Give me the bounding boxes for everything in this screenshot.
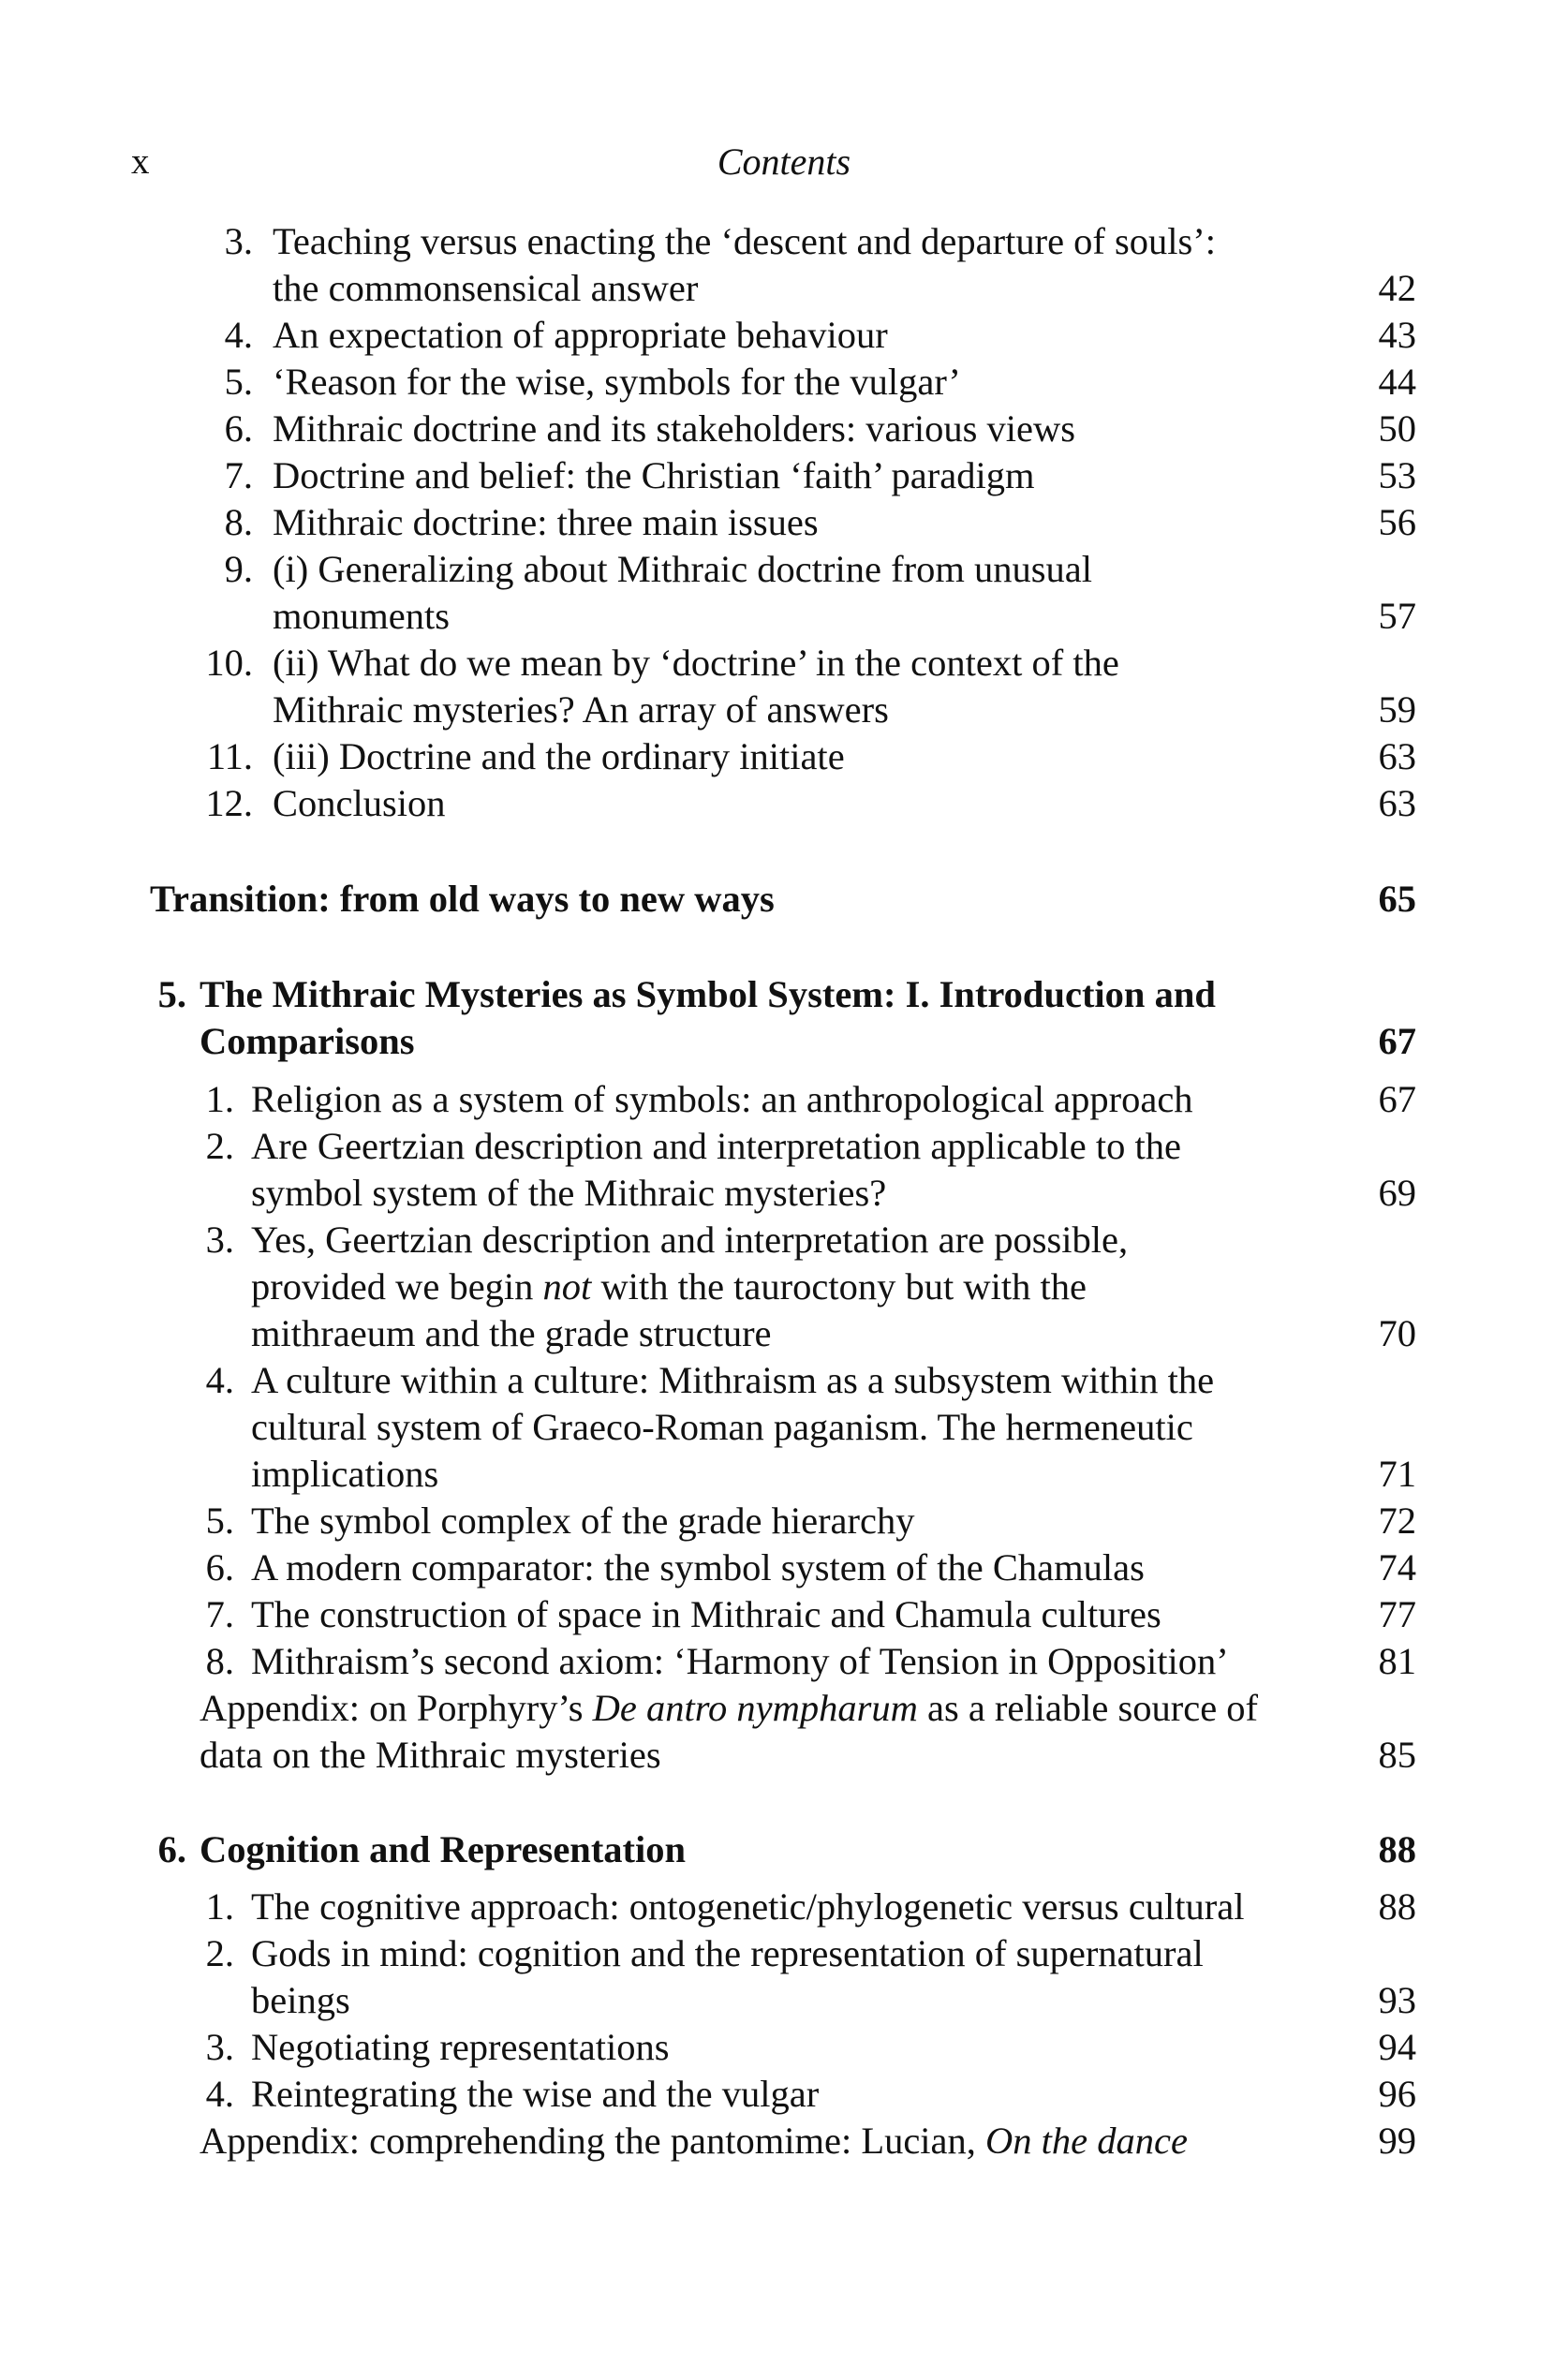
page-number: 88 [1378,1885,1416,1928]
entry-number: 6. [205,1546,234,1588]
entry-number: 2. [205,1932,234,1974]
page-number: 93 [1378,1979,1416,2021]
chapter-title: Comparisons [200,1020,415,1062]
chapter-title: The Mithraic Mysteries as Symbol System: I. Introduction and [200,973,1216,1015]
toc-entry [0,406,1568,452]
page-number: 99 [1378,2120,1416,2162]
entry-title: Are Geertzian description and interpretation applicable to the [251,1125,1181,1167]
toc-entry [0,359,1568,406]
toc-entry-continuation [0,593,1568,640]
toc-section-transition [0,876,1568,923]
page-number: 65 [1378,878,1416,920]
entry-title: ‘Reason for the wise, symbols for the vulgar’ [273,361,961,403]
toc-entry [0,1076,1568,1123]
chapter-heading-continuation [0,1018,1568,1065]
entry-title: Mithraic mysteries? An array of answers [273,688,889,731]
entry-number: 4. [205,1359,234,1401]
entry-title: Teaching versus enacting the ‘descent and departure of souls’: [273,220,1217,262]
chapter-number: 6. [157,1828,186,1870]
entry-title: Gods in mind: cognition and the representation of supernatural [251,1932,1204,1974]
page-number: 71 [1378,1453,1416,1495]
toc-entry [0,1123,1568,1170]
chapter-heading [0,971,1568,1018]
entry-number: 6. [224,407,253,450]
toc-entry-continuation [0,1404,1568,1451]
toc-appendix [0,2118,1568,2165]
toc-entry [0,733,1568,780]
page-number: 53 [1378,454,1416,496]
toc-entry [0,1930,1568,1977]
entry-title-line [251,1263,1087,1310]
entry-number: 10. [205,642,253,684]
page-number: 85 [1378,1734,1416,1776]
entry-number: 3. [205,2026,234,2068]
toc-appendix [0,1685,1568,1732]
toc-entry [0,1884,1568,1930]
entry-title: Doctrine and belief: the Christian ‘faith’ paradigm [273,454,1035,496]
entry-number: 7. [205,1593,234,1635]
toc-entry-continuation [0,1170,1568,1217]
entry-title: (iii) Doctrine and the ordinary initiate [273,735,845,777]
entry-number: 8. [224,501,253,543]
appendix-prefix: Appendix: comprehending the pantomime: Lucian, [200,2120,976,2162]
toc-entry-continuation [0,265,1568,312]
chapter-title: Cognition and Representation [200,1828,687,1870]
entry-title: Mithraism’s second axiom: ‘Harmony of Tension in Opposition’ [251,1640,1229,1682]
entry-number: 9. [224,548,253,590]
page-number: 96 [1378,2073,1416,2115]
toc-entry [0,312,1568,359]
entry-title: Reintegrating the wise and the vulgar [251,2073,820,2115]
entry-number: 5. [205,1500,234,1542]
appendix-title-line [200,2118,1188,2165]
entry-title: Yes, Geertzian description and interpretation are possible, [251,1219,1129,1261]
toc-entry [0,218,1568,265]
entry-title: The construction of space in Mithraic and Chamula cultures [251,1593,1161,1635]
toc-entry [0,2071,1568,2118]
entry-title: Conclusion [273,782,446,824]
entry-title: A culture within a culture: Mithraism as a subsystem within the [251,1359,1215,1401]
section-title: Transition: from old ways to new ways [150,878,775,920]
page-number: 72 [1378,1500,1416,1542]
page-number: 50 [1378,407,1416,450]
appendix-title: data on the Mithraic mysteries [200,1734,661,1776]
entry-title-suffix: with the tauroctony but with the [600,1265,1087,1308]
page-number: 56 [1378,501,1416,543]
page-number: 44 [1378,361,1416,403]
appendix-work-title: De antro nympharum [592,1687,918,1729]
toc-entry [0,1638,1568,1685]
entry-title: (ii) What do we mean by ‘doctrine’ in the context of the [273,642,1119,684]
page-number: 74 [1378,1546,1416,1588]
page-folio: x [131,141,150,182]
toc-entry [0,2024,1568,2071]
entry-number: 3. [224,220,253,262]
toc-appendix-continuation [0,1732,1568,1779]
entry-number: 1. [205,1885,234,1928]
toc-entry-continuation [0,1310,1568,1357]
entry-title: A modern comparator: the symbol system of the Chamulas [251,1546,1145,1588]
appendix-suffix: as a reliable source of [926,1687,1259,1729]
entry-title: Negotiating representations [251,2026,670,2068]
page-number: 88 [1378,1828,1416,1870]
running-head: Contents [717,140,851,183]
toc-entry [0,499,1568,546]
toc-entry-continuation [0,1451,1568,1498]
page-number: 70 [1378,1312,1416,1354]
entry-number: 11. [206,735,253,777]
toc-entry [0,640,1568,687]
toc-entry-continuation [0,1263,1568,1310]
entry-title: mithraeum and the grade structure [251,1312,772,1354]
page-number: 42 [1378,267,1416,309]
page-number: 69 [1378,1172,1416,1214]
entry-title-prefix: provided we begin [251,1265,534,1308]
page-number: 81 [1378,1640,1416,1682]
toc-entry [0,452,1568,499]
entry-title: Mithraic doctrine and its stakeholders: various views [273,407,1076,450]
entry-title: beings [251,1979,350,2021]
toc-entry-continuation [0,687,1568,733]
chapter-heading [0,1826,1568,1873]
entry-number: 4. [224,314,253,356]
entry-title: The symbol complex of the grade hierarchy [251,1500,915,1542]
entry-title: Mithraic doctrine: three main issues [273,501,819,543]
toc-entry [0,780,1568,827]
toc-entry [0,1544,1568,1591]
page-number: 43 [1378,314,1416,356]
entry-number: 7. [224,454,253,496]
entry-title-emphasis: not [542,1265,592,1308]
entry-title: The cognitive approach: ontogenetic/phylogenetic versus cultural [251,1885,1245,1928]
appendix-title-line [200,1685,1258,1732]
page-number: 67 [1378,1078,1416,1120]
entry-number: 5. [224,361,253,403]
toc-entry [0,1217,1568,1263]
toc-entry [0,546,1568,593]
page-number: 57 [1378,595,1416,637]
entry-number: 2. [205,1125,234,1167]
page-number: 77 [1378,1593,1416,1635]
page-number: 63 [1378,782,1416,824]
entry-title: An expectation of appropriate behaviour [273,314,888,356]
entry-number: 12. [205,782,253,824]
toc-entry [0,1591,1568,1638]
page-number: 63 [1378,735,1416,777]
toc-entry-continuation [0,1977,1568,2024]
entry-number: 4. [205,2073,234,2115]
entry-title: symbol system of the Mithraic mysteries? [251,1172,887,1214]
entry-title: cultural system of Graeco-Roman paganism. The hermeneutic [251,1406,1193,1448]
entry-title: monuments [273,595,450,637]
page-number: 94 [1378,2026,1416,2068]
entry-number: 8. [205,1640,234,1682]
page-number: 67 [1378,1020,1416,1062]
chapter-number: 5. [157,973,186,1015]
toc-entry [0,1498,1568,1544]
entry-title: the commonsensical answer [273,267,699,309]
entry-number: 3. [205,1219,234,1261]
entry-number: 1. [205,1078,234,1120]
entry-title: implications [251,1453,439,1495]
appendix-work-title: On the dance [985,2120,1188,2162]
entry-title: Religion as a system of symbols: an anthropological approach [251,1078,1193,1120]
appendix-prefix: Appendix: on Porphyry’s [200,1687,584,1729]
toc-entry [0,1357,1568,1404]
page-number: 59 [1378,688,1416,731]
entry-title: (i) Generalizing about Mithraic doctrine from unusual [273,548,1092,590]
